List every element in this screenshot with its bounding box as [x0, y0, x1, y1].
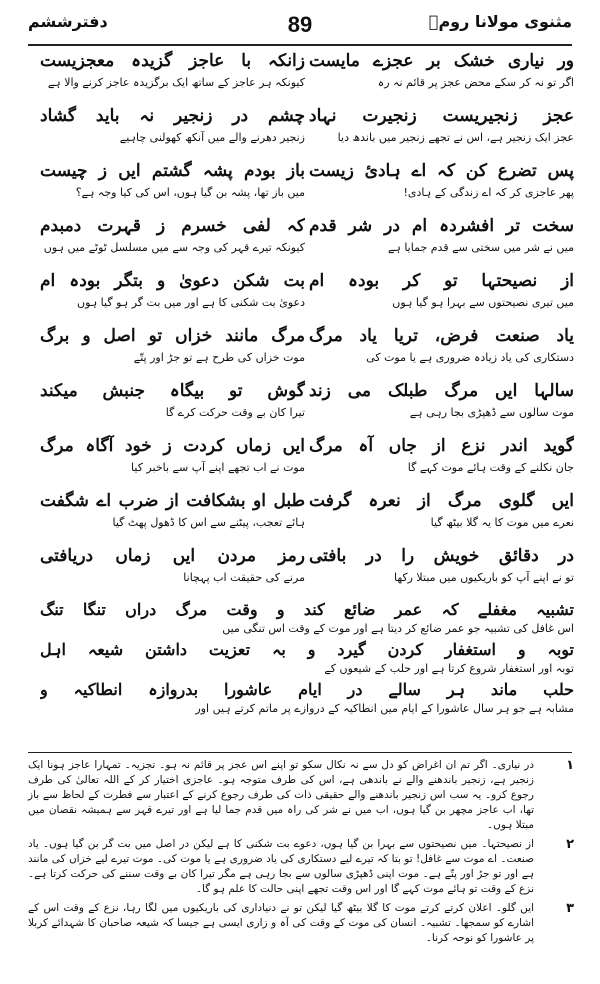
left-hemistich: [40, 490, 305, 530]
left-hemistich: [40, 380, 305, 420]
translation-text: موت نے اب تجھے اپنے آپ سے باخبر کیا: [131, 461, 305, 474]
couplet-row: [40, 325, 574, 380]
left-hemistich: [40, 160, 305, 200]
verse-text: عجز زنجیریست زنجیرت نہاد: [309, 106, 574, 126]
translation-text: تیرا کان بے وقت حرکت کرے گا: [165, 406, 305, 419]
right-hemistich: [309, 270, 574, 310]
right-hemistich: [309, 160, 574, 200]
right-hemistich: [309, 105, 574, 145]
left-hemistich: [40, 215, 305, 255]
footnote-number: ۲: [566, 837, 574, 852]
verse-text: گوش تو بیگاہ جنبش میکند: [40, 381, 305, 401]
translation-text: دستکاری کی یاد زیادہ ضروری ہے یا موت کی: [366, 351, 574, 364]
verse-text: بت شکن دعویٰ و بتگر بودہ ام: [40, 271, 305, 291]
translation-text: میں نے شر میں سختی سے قدم جمایا ہے: [387, 241, 574, 254]
verse-text: ایں زماں کردت ز خود آگاہ مرگ: [40, 436, 305, 456]
footnotes: [28, 758, 574, 950]
translation-text: موت سالوں سے ڈھپڑی بجا رہی ہے: [409, 406, 574, 419]
verse-text: یاد صنعت فرض، تریا یاد مرگ: [309, 326, 574, 346]
verse-text: باز بودم پشہ گشتم ایں ز چیست: [40, 161, 305, 181]
left-hemistich: [40, 325, 305, 365]
translation-text: پھر عاجزی کر کہ اے زندگی کے ہادی!: [403, 186, 574, 199]
translation-text: اس غافل کی تشبیہ جو عمر ضائع کر دیتا ہے اور موت کے وقت اس تنگی میں: [222, 622, 574, 635]
translation-text: زنجیر دھرنے والے میں آنکھ کھولنی چاہیے: [119, 131, 305, 144]
verse-text: سالہا ایں مرگ طبلک می زند: [309, 381, 574, 401]
couplet-row: [40, 435, 574, 490]
verse-text: حلب ماند ہر سالے در ایام عاشورا بدروازہ انطاکیہ و: [40, 680, 574, 699]
right-hemistich: [309, 50, 574, 90]
couplet-row: [40, 160, 574, 215]
footnote-text: در نیاری۔ اگر تم ان اغراض کو دل سے نہ نکال سکو تو اپنے اس عجز پر قائم نہ ہو۔ تجزیہ۔ تمہارا عاجز ہونا ایک زنجیر ہے، زنجیر باندھنے والے نے باندھی ہے، اس کی طرف متوجہ ہو۔ عاجزی اختیار کر کے اللہ تعالیٰ کی طرف رجوع کرو۔ یہ سب اس زنجیر باندھنے والے حقیقی ذات کی طرف رجوع کرنے کے اعتبار سے فطرت کے لحاظ سے باز تھا، اب عاجز مچھر بن گیا ہوں، اب میں نے شر کی راہ میں قدم جما لیا ہے اور تیرے قہر سے ہمیشہ نقصان میں مبتلا ہوں۔: [28, 759, 534, 831]
left-hemistich: [40, 105, 305, 145]
right-hemistich: [309, 325, 574, 365]
right-hemistich: [309, 215, 574, 255]
translation-text: کیونکہ ہر عاجز کے ساتھ ایک برگزیدہ عاجز کرنے والا ہے: [47, 76, 305, 89]
couplet-row: [40, 545, 574, 600]
verse-text: طبل او بشکافت از ضرب اے شگفت: [40, 491, 305, 511]
couplet-row: [40, 490, 574, 545]
couplet-row: [40, 215, 574, 270]
verse-text: توبہ و استغفار کردن گیرد و بہ تعزیت داشتن شیعہ اہل: [40, 640, 574, 659]
left-hemistich: [40, 545, 305, 585]
translation-text: میں باز تھا، پشہ بن گیا ہوں، اس کی کیا وجہ ہے؟: [75, 186, 305, 199]
footnote: [28, 758, 574, 833]
couplet-row: [40, 105, 574, 160]
book-title: مثنوی مولانا رومؒ: [428, 12, 572, 31]
left-hemistich: [40, 270, 305, 310]
verse-text: ور نیاری خشک بر عجزے مایست: [309, 51, 574, 71]
right-hemistich: [309, 435, 574, 475]
footnote-text: از نصیحتہا۔ میں نصیحتوں سے بہرا بن گیا ہوں، دعوے بت شکنی کا ہے لیکن در اصل میں بت گر بن گیا ہوں۔ یاد صنعت۔ اے موت سے غافل! تو بتا کہ تیرے لیے دستکاری کی یاد ضروری ہے یا موت کی۔ موت تیرے لیے خزاں کی مانند ہے اور تو جڑ اور پتّے ہے۔ موت اپنی ڈھپڑی سالوں سے بجا رہی ہے مگر تیرا کان بے وقت سننے کی حرکت کرتا ہے۔ نزع کے وقت تو ہائے موت کہے گا اور اس وقت تجھے اپنی حالت کا علم ہو گا۔: [28, 838, 534, 895]
couplet-row: [40, 270, 574, 325]
translation-text: تو نے اپنے آپ کو باریکیوں میں مبتلا رکھا: [393, 571, 574, 584]
translation-text: موت خزاں کی طرح ہے تو جڑ اور پتّے: [133, 351, 305, 364]
translation-text: میں تیری نصیحتوں سے بہرا ہو گیا ہوں: [392, 296, 574, 309]
translation-text: عجز ایک زنجیر ہے، اس نے تجھے زنجیر میں باندھ دیا: [337, 131, 574, 144]
verse-section: [40, 50, 574, 600]
footnote-divider: [28, 752, 572, 753]
verse-text: سخت تر افشردہ ام در شر قدم: [309, 216, 574, 236]
footnote-number: ۳: [566, 901, 574, 916]
translation-text: جان نکلنے کے وقت ہائے موت کہے گا: [407, 461, 574, 474]
page-header: [28, 12, 572, 42]
translation-text: توبہ اور استغفار شروع کرتا ہے اور حلب کے شیعوں کے: [324, 662, 574, 675]
footnote: [28, 901, 574, 946]
verse-text: کہ لفی خسرم ز قہرت دمبدم: [40, 216, 305, 236]
verse-text: از نصیحتہا تو کر بودہ ام: [309, 271, 574, 291]
verse-text: در دقائق خویش را در بافتی: [309, 546, 574, 566]
right-hemistich: [309, 380, 574, 420]
full-width-verse-section: [40, 600, 574, 720]
volume-label: دفترششم: [28, 12, 108, 31]
verse-text: چشم در زنجیر نہ باید گشاد: [40, 106, 305, 126]
translation-text: ہائے تعجب، پیٹنے سے اس کا ڈھول پھٹ گیا: [112, 516, 305, 529]
verse-text: پس تضرع کن کہ اے ہادیٔ زیست: [309, 161, 574, 181]
left-hemistich: [40, 435, 305, 475]
translation-text: مشابہ ہے جو ہر سال عاشورا کے ایام میں انطاکیہ کے دروازے پر ماتم کرتے ہیں اور: [195, 702, 574, 715]
translation-text: دعویٰ بت شکنی کا ہے اور میں بت گر ہو گیا ہوں: [76, 296, 305, 309]
footnote: [28, 837, 574, 897]
verse-text: تشبیہ مغفلے کہ عمر ضائع کند و وقت مرگ دراں تنگا تنگ: [40, 600, 574, 619]
translation-text: کیونکہ تیرے قہر کی وجہ سے میں مسلسل ٹوٹے میں ہوں: [43, 241, 305, 254]
footnote-number: ۱: [566, 758, 574, 773]
translation-text: نعرے میں موت کا یہ گلا بیٹھ گیا: [430, 516, 574, 529]
verse-text: گوید اندر نزع از جاں آہ مرگ: [309, 436, 574, 456]
verse-text: مرگ مانند خزاں تو اصل و برگ: [40, 326, 305, 346]
translation-text: اگر تو نہ کر سکے محض عجز پر قائم نہ رہ: [377, 76, 574, 89]
couplet-row: [40, 50, 574, 105]
translation-text: مرنے کی حقیقت اب پہچانا: [183, 571, 305, 584]
footnote-text: ایں گلو۔ اعلان کرتے کرتے موت کا گلا بیٹھ گیا لیکن تو نے دنیاداری کی باریکیوں میں لگا رہا، نزع کے وقت اس کے اشارے کو سمجھا۔ تشبیہ۔ انسان کی موت کے وقت کی آہ و زاری ایسی ہے جیسا کہ شیعہ صاحبان کا شہدائے کربلا پر عاشورا کو نوحہ کرنا۔: [28, 902, 534, 944]
right-hemistich: [309, 490, 574, 530]
page-number: 89: [287, 12, 313, 37]
left-hemistich: [40, 50, 305, 90]
right-hemistich: [309, 545, 574, 585]
header-divider: [28, 44, 572, 46]
verse-text: ایں گلوی مرگ از نعرہ گرفت: [309, 491, 574, 511]
couplet-row: [40, 380, 574, 435]
verse-text: رمز مردن ایں زماں دریافتی: [40, 546, 305, 566]
verse-text: زانکہ با عاجز گزیدہ معجزیست: [40, 51, 305, 71]
